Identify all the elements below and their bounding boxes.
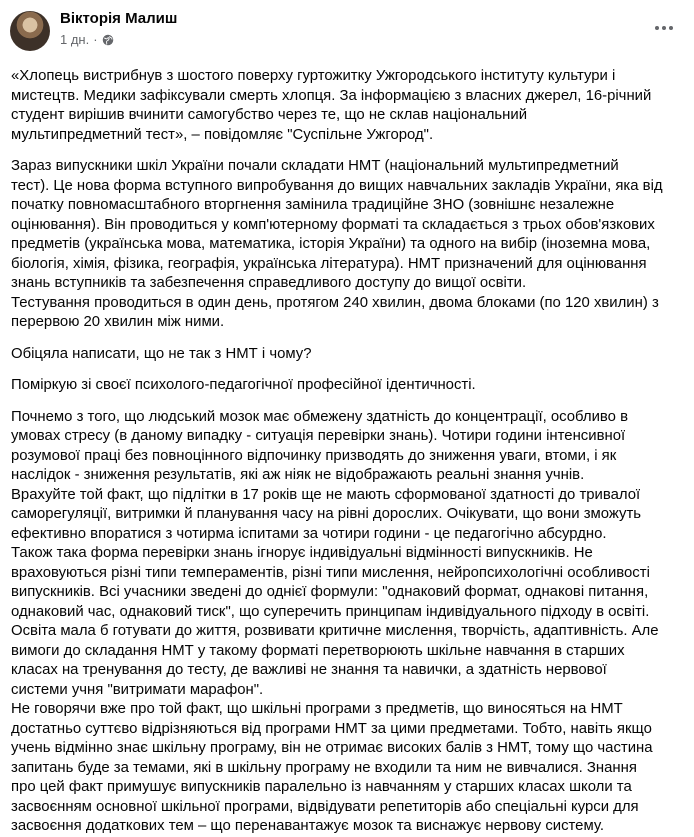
author-avatar[interactable]	[10, 11, 50, 51]
author-block	[60, 10, 177, 48]
post-timestamp[interactable]: 1 дн.	[60, 32, 90, 47]
author-name[interactable]: Вікторія Малиш	[60, 10, 178, 27]
globe-icon	[102, 34, 114, 46]
more-options-button[interactable]	[650, 14, 678, 42]
post-header	[10, 10, 680, 56]
post-paragraph-argument: Почнемо з того, що людський мозок має обмежену здатність до концентрації, особливо в умовах стресу (в даному випадку - ситуація перевірки знань). Чотири години інтенсивної розумової праці без повноцінного відпочинку призводять до зниження уваги, втоми, і як наслідок - зниження результатів, які аж ніяк не відображають реальні знання учнів. Врахуйте той факт, що підлітки в 17 років ще не мають сформованої здатності до тривалої саморегуляції, витримки й планування часу на рівні дорослих. Очікувати, що вони зможуть ефективно впоратися з чотирма іспитами за чотири години - це педагогічно абсурдно. Також така форма перевірки знань ігнорує індивідуальні відмінності випускників. Не враховуються різні типи темпераментів, різні типи мислення, нейропсихологічні особливості випускників. Всі учасники зведені до однієї формули: "однаковий формат, однакові питання, однаковий час, однаковий тиск", що суперечить принципам індивідуального підходу в освіті. Освіта мала б готувати до життя, розвивати критичне мислення, творчість, адаптивність. Але вимоги до складання НМТ у такому форматі перетворюють шкільне навчання в старших класах на тренування до тесту, де важливі не знання та навички, а здатність нервової системи учня "витримати марафон". Не говорячи вже про той факт, що шкільні програми з предметів, що виносяться на НМТ достатньо суттєво відрізняються від програми НМТ за цими предметами. Тобто, навіть якщо учень відмінно знає шкільну програму, він не отримає високих балів з НМТ, тому що частина запитань буде за темами, які в шкільну програму не входили та ним не вивчалися. Знання про цей факт примушує випускників паралельно із навчанням у старших класах школи та засвоєнням основної шкільної програми, відвідувати репетиторів або спеціальні курси для засвоєння додаткових тем – що перенавантажує мозок та виснажує нервову систему.	[11, 408, 659, 834]
post-body	[10, 67, 680, 837]
post-paragraph-reflection: Поміркую зі своєї психолого-педагогічної професійної ідентичності.	[11, 377, 476, 393]
post-meta	[60, 32, 177, 48]
post-paragraph-nmt-intro: Зараз випускники шкіл України почали складати НМТ (національний мультипредметний тест). Це нова форма вступного випробування до вищих навчальних закладів України, яка від початку повномасштабного вторгнення замінила традиційне ЗНО (зовнішнє незалежне оцінювання). Він проводиться у комп'ютерному форматі та складається з трьох обов'язкових предметів (українська мова, математика, історія України) та одного на вибір (іноземна мова, біологія, хімія, фізика, географія, українська література). НМТ призначений для оцінювання знань вступників та забезпечення справедливого доступу до вищої освіти. Тестування проводиться в один день, протягом 240 хвилин, двома блоками (по 120 хвилин) з перервою 20 хвилин між ними.	[11, 158, 663, 330]
more-horizontal-icon	[654, 25, 674, 31]
meta-separator: ·	[93, 32, 98, 47]
post-paragraph-quote: «Хлопець вистрибнув з шостого поверху гуртожитку Ужгородського інституту культури і мистецтв. Медики зафіксували смерть хлопця. За інформацією з власних джерел, 16-річний студент вирішив вчинити самогубство через те, що не склав національний мультипредметний тест», – повідомляє "Суспільне Ужгород".	[11, 68, 652, 143]
post-paragraph-question: Обіцяла написати, що не так з НМТ і чому?	[11, 345, 312, 362]
